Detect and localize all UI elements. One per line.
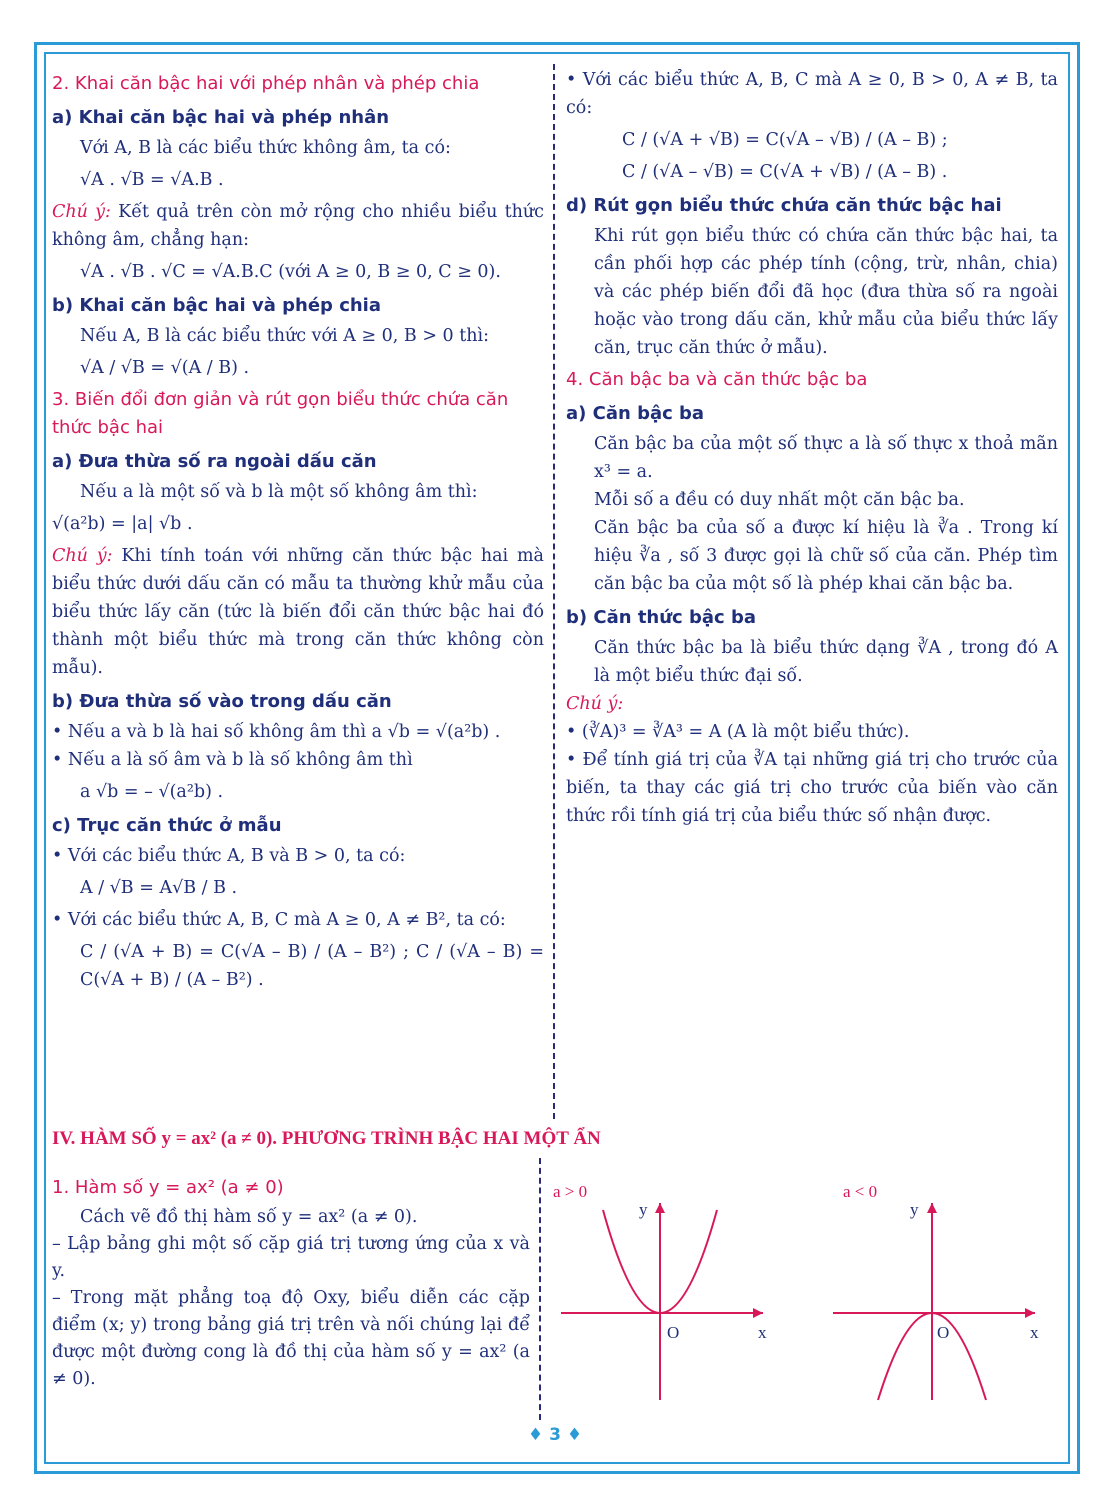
formula: A / √B = A√B / B .: [80, 878, 238, 898]
paragraph: Mỗi số a đều có duy nhất một căn bậc ba.: [594, 490, 965, 510]
subsection-e-title: c) Trục căn thức ở mẫu: [52, 815, 282, 836]
paragraph: Nếu A, B là các biểu thức với A ≥ 0, B > 0 thì:: [80, 326, 490, 346]
paragraph: Cách vẽ đồ thị hàm số y = ax² (a ≠ 0).: [80, 1207, 418, 1227]
formula: C / (√A – √B) = C(√A + √B) / (A – B) .: [622, 162, 948, 182]
note: [52, 198, 544, 254]
graph-2-label: a < 0: [843, 1182, 878, 1201]
paragraph: Căn bậc ba của số a được kí hiệu là ∛a . Trong kí hiệu ∛a , số 3 được gọi là chữ số của căn. Phép tìm căn bậc ba của một số là phép khai căn bậc ba.: [594, 518, 1058, 594]
subsection-b-title: b) Căn thức bậc ba: [566, 607, 756, 628]
graph-1-label: a > 0: [553, 1182, 588, 1201]
bullet-item: • Nếu a là số âm và b là số không âm thì: [52, 746, 544, 774]
note-label: Chú ý:: [52, 202, 111, 222]
note-text: Khi tính toán với những căn thức bậc hai mà biểu thức dưới dấu căn có mẫu ta thường khử mẫu của biểu thức lấy căn (tức là biến đổi căn thức bậc hai đó thành một biểu thức mà trong căn thức không còn mẫu).: [52, 546, 544, 678]
formula: C / (√A + B) = C(√A – B) / (A – B²) ; C / (√A – B) = C(√A + B) / (A – B²) .: [80, 942, 544, 990]
bottom-left-column: [52, 1170, 530, 1393]
note: [52, 542, 544, 682]
paragraph: Với A, B là các biểu thức không âm, ta có:: [80, 138, 451, 158]
note-label: Chú ý:: [566, 694, 624, 714]
bullet-item: • Nếu a và b là hai số không âm thì a √b = √(a²b) .: [52, 718, 544, 746]
x-axis-label: x: [1030, 1323, 1039, 1342]
section-iv-title: IV. HÀM SỐ y = ax² (a ≠ 0). PHƯƠNG TRÌNH BẬC HAI MỘT ẨN: [52, 1128, 601, 1149]
subsection-a-title: a) Khai căn bậc hai và phép nhân: [52, 107, 390, 128]
note-text: Kết quả trên còn mở rộng cho nhiều biểu thức không âm, chẳng hạn:: [52, 202, 544, 250]
subsection-b-title: b) Khai căn bậc hai và phép chia: [52, 295, 381, 316]
y-axis-arrow: [927, 1203, 937, 1213]
column-divider-bottom: [539, 1158, 541, 1420]
formula: √A . √B = √A.B .: [80, 170, 224, 190]
bullet-item: • Với các biểu thức A, B và B > 0, ta có:: [52, 842, 544, 870]
subsection-d-title: b) Đưa thừa số vào trong dấu căn: [52, 691, 392, 712]
bullet-item: • Với các biểu thức A, B, C mà A ≥ 0, A ≠ B², ta có:: [52, 906, 544, 934]
section-2-title: 2. Khai căn bậc hai với phép nhân và phép chia: [52, 73, 480, 94]
paragraph: Khi rút gọn biểu thức có chứa căn thức bậc hai, ta cần phối hợp các phép tính (cộng, trừ, nhân, chia) và các phép biến đổi đã học (đưa thừa số ra ngoài hoặc vào trong dấu căn, khử mẫu của biểu thức lấy căn, trục căn thức ở mẫu).: [594, 226, 1058, 358]
y-axis-label: y: [639, 1200, 648, 1219]
x-axis-label: x: [758, 1323, 767, 1342]
origin-label: O: [937, 1323, 950, 1342]
formula: √A . √B . √C = √A.B.C (với A ≥ 0, B ≥ 0, C ≥ 0).: [80, 262, 501, 282]
column-divider: [553, 64, 555, 1119]
section-3-title: 3. Biến đổi đơn giản và rút gọn biểu thức chứa căn thức bậc hai: [52, 389, 509, 438]
formula: √A / √B = √(A / B) .: [80, 358, 250, 378]
subsection-a-title: a) Căn bậc ba: [566, 403, 705, 424]
note-label: Chú ý:: [52, 546, 113, 566]
subsection-1-title: 1. Hàm số y = ax² (a ≠ 0): [52, 1177, 284, 1198]
formula: C / (√A + √B) = C(√A – √B) / (A – B) ;: [622, 130, 948, 150]
x-axis-arrow: [1025, 1308, 1035, 1318]
origin-label: O: [667, 1323, 680, 1342]
paragraph: Căn bậc ba của một số thực a là số thực x thoả mãn x³ = a.: [594, 434, 1058, 482]
right-column: [566, 66, 1058, 830]
bullet-item: • (∛A)³ = ∛A³ = A (A là một biểu thức).: [566, 718, 1058, 746]
subsection-d-title: d) Rút gọn biểu thức chứa căn thức bậc hai: [566, 195, 1002, 216]
x-axis-arrow: [753, 1308, 763, 1318]
page-number: ♦ 3 ♦: [527, 1425, 583, 1445]
left-column: [52, 66, 544, 998]
y-axis-arrow: [655, 1203, 665, 1213]
bullet-item: • Để tính giá trị của ∛A tại những giá trị cho trước của biến, ta thay các giá trị cho trước của biến vào căn thức rồi tính giá trị của biểu thức số nhận được.: [566, 746, 1058, 830]
section-4-title: 4. Căn bậc ba và căn thức bậc ba: [566, 369, 868, 390]
y-axis-label: y: [910, 1200, 919, 1219]
dash-item: – Trong mặt phẳng toạ độ Oxy, biểu diễn các cặp điểm (x; y) trong bảng giá trị trên và nối chúng lại để được một đường cong là đồ thị của hàm số y = ax² (a ≠ 0).: [52, 1288, 530, 1389]
paragraph: Căn thức bậc ba là biểu thức dạng ∛A , trong đó A là một biểu thức đại số.: [594, 638, 1058, 686]
subsection-c-title: a) Đưa thừa số ra ngoài dấu căn: [52, 451, 377, 472]
graph-positive: [561, 1200, 767, 1400]
formula: a √b = – √(a²b) .: [80, 782, 224, 802]
formula: √(a²b) = |a| √b .: [52, 514, 193, 534]
dash-item: – Lập bảng ghi một số cặp giá trị tương ứng của x và y.: [52, 1234, 530, 1281]
graph-negative: [833, 1200, 1039, 1400]
bullet-item: • Với các biểu thức A, B, C mà A ≥ 0, B > 0, A ≠ B, ta có:: [566, 66, 1058, 122]
paragraph: Nếu a là một số và b là một số không âm thì:: [80, 482, 478, 502]
parabola-graphs: [553, 1195, 1053, 1410]
